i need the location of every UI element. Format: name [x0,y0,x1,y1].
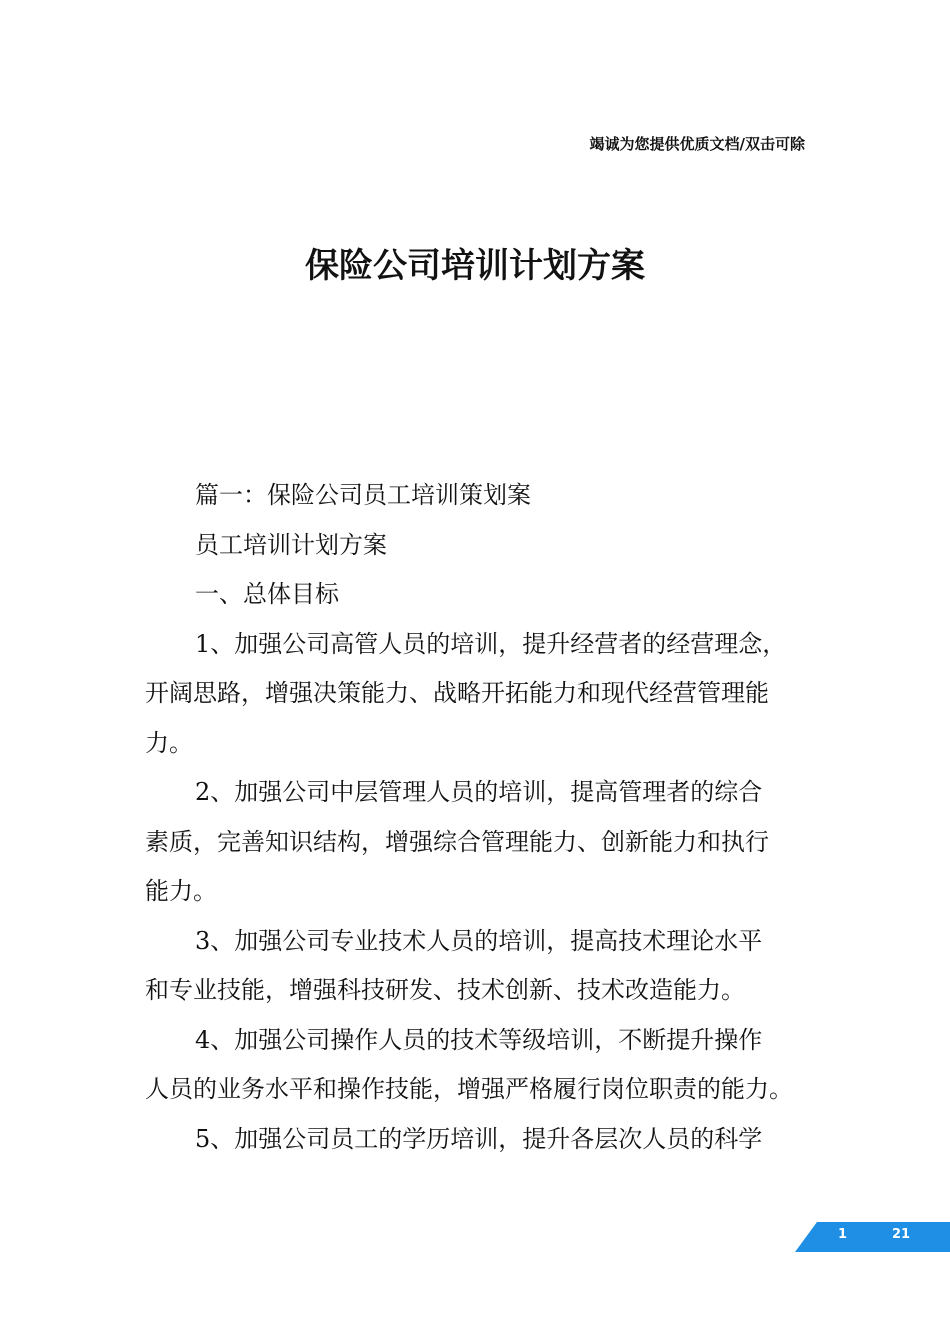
paragraph-line: 1、加强公司高管人员的培训，提升经营者的经营理念， [195,629,787,658]
section-heading: 篇一：保险公司员工培训策划案 [195,481,531,509]
page-total: 21 [892,1227,911,1242]
section-heading: 一、总体目标 [195,580,339,608]
header-note: 竭诚为您提供优质文档/双击可除 [589,135,805,153]
document-body [145,471,815,1164]
paragraph-line: 2、加强公司中层管理人员的培训，提高管理者的综合 [195,778,763,806]
subheading: 员工培训计划方案 [195,530,387,559]
document-title: 保险公司培训计划方案 [305,246,645,286]
paragraph-line: 开阔思路，增强决策能力、战略开拓能力和现代经营管理能 [145,679,769,707]
paragraph-line: 3、加强公司专业技术人员的培训，提高技术理论水平 [195,926,763,955]
page-number: 1 [838,1227,848,1242]
paragraph-line: 素质，完善知识结构，增强综合管理能力、创新能力和执行 [145,827,769,856]
paragraph-line: 4、加强公司操作人员的技术等级培训，不断提升操作 [195,1025,763,1054]
paragraph-line: 人员的业务水平和操作技能，增强严格履行岗位职责的能力。 [145,1075,793,1103]
paragraph-line: 力。 [145,728,193,757]
paragraph-line: 和专业技能，增强科技研发、技术创新、技术改造能力。 [145,976,745,1004]
paragraph-line: 能力。 [145,877,217,905]
paragraph-line: 5、加强公司员工的学历培训，提升各层次人员的科学 [195,1124,763,1153]
page-footer-bar [795,1222,950,1252]
